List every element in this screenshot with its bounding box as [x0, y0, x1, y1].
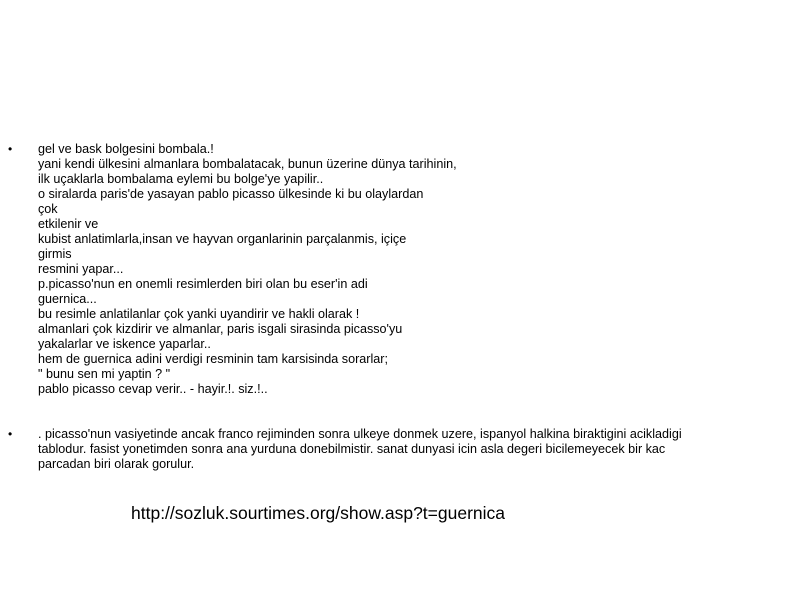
- text-line: p.picasso'nun en onemli resimlerden biri olan bu eser'in adi: [38, 277, 368, 291]
- text-line: girmis: [38, 247, 72, 261]
- text-line: pablo picasso cevap verir.. - hayir.!. siz.!..: [38, 382, 268, 396]
- text-line: ilk uçaklarla bombalama eylemi bu bolge'ye yapilir..: [38, 172, 324, 186]
- bullet-item-testament: [8, 427, 768, 472]
- text-line: çok: [38, 202, 58, 216]
- text-line: etkilenir ve: [38, 217, 99, 231]
- bullet-marker: •: [8, 427, 13, 441]
- text-line: yakalarlar ve iskence yaparlar..: [38, 337, 211, 351]
- text-line: bu resimle anlatilanlar çok yanki uyandirir ve hakli olarak !: [38, 307, 360, 321]
- bullet-list: [8, 142, 768, 472]
- text-line: hem de guernica adini verdigi resminin tam karsisinda sorarlar;: [38, 352, 388, 366]
- text-line: " bunu sen mi yaptin ? ": [38, 367, 171, 381]
- text-line: guernica...: [38, 292, 97, 306]
- text-line: yani kendi ülkesini almanlara bombalatacak, bunun üzerine dünya tarihinin,: [38, 157, 457, 171]
- text-line: resmini yapar...: [38, 262, 124, 276]
- text-line: o siralarda paris'de yasayan pablo picasso ülkesinde ki bu olaylardan: [38, 187, 424, 201]
- text-line: kubist anlatimlarla,insan ve hayvan organlarinin parçalanmis, içiçe: [38, 232, 407, 246]
- text-line: almanlari çok kizdirir ve almanlar, paris isgali sirasinda picasso'yu: [38, 322, 403, 336]
- paragraph-text: . picasso'nun vasiyetinde ancak franco rejiminden sonra ulkeye donmek uzere, ispanyol halkina biraktigini acikladigi tablodur. fasist yonetimden sonra ana yurduna donebilmistir. sanat dunyasi icin asla degeri bicilemeyecek bir kac parcadan biri olarak gorulur.: [38, 427, 682, 471]
- source-url-link[interactable]: http://sozluk.sourtimes.org/show.asp?t=guernica: [131, 503, 506, 523]
- text-line: gel ve bask bolgesini bombala.!: [38, 142, 214, 156]
- bullet-item-story: [8, 142, 768, 397]
- bullet-marker: •: [8, 142, 13, 156]
